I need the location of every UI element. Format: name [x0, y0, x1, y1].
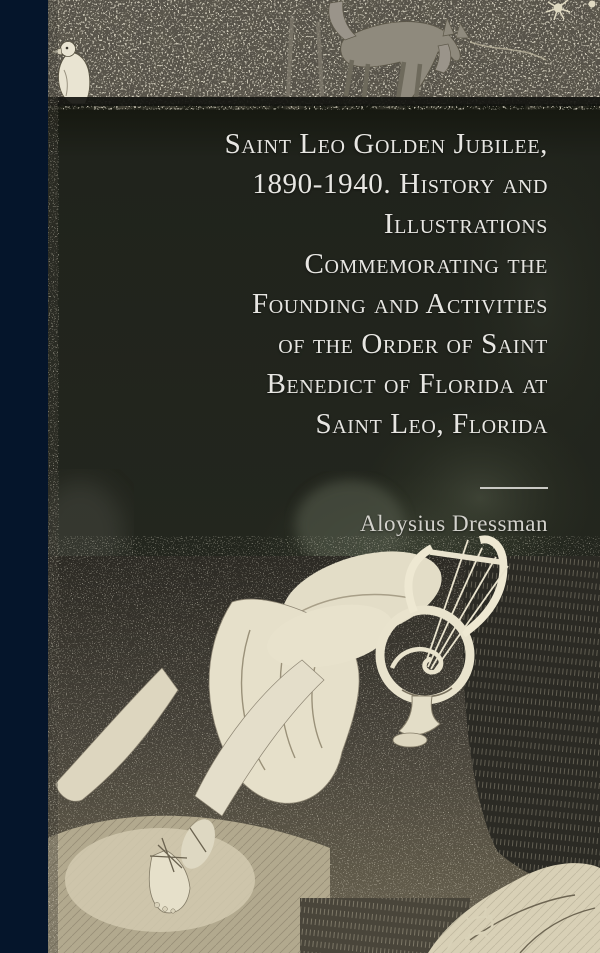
title-line: 1890-1940. History and: [252, 168, 548, 200]
spine-strip: [0, 0, 48, 953]
book-title: [78, 124, 548, 444]
author-name: Aloysius Dressman: [359, 511, 548, 536]
title-line: Benedict of Florida at: [266, 368, 548, 400]
etching-lower-scene: [48, 535, 600, 953]
title-line: Founding and Activities: [252, 288, 548, 320]
author-divider-rule: [480, 487, 548, 489]
title-line: Saint Leo Golden Jubilee,: [224, 128, 548, 160]
title-line: of the Order of Saint: [278, 328, 548, 360]
title-line: Commemorating the: [304, 248, 548, 280]
title-line: Saint Leo, Florida: [315, 408, 548, 440]
etching-top-band: [48, 0, 600, 106]
title-line: Illustrations: [383, 208, 548, 240]
